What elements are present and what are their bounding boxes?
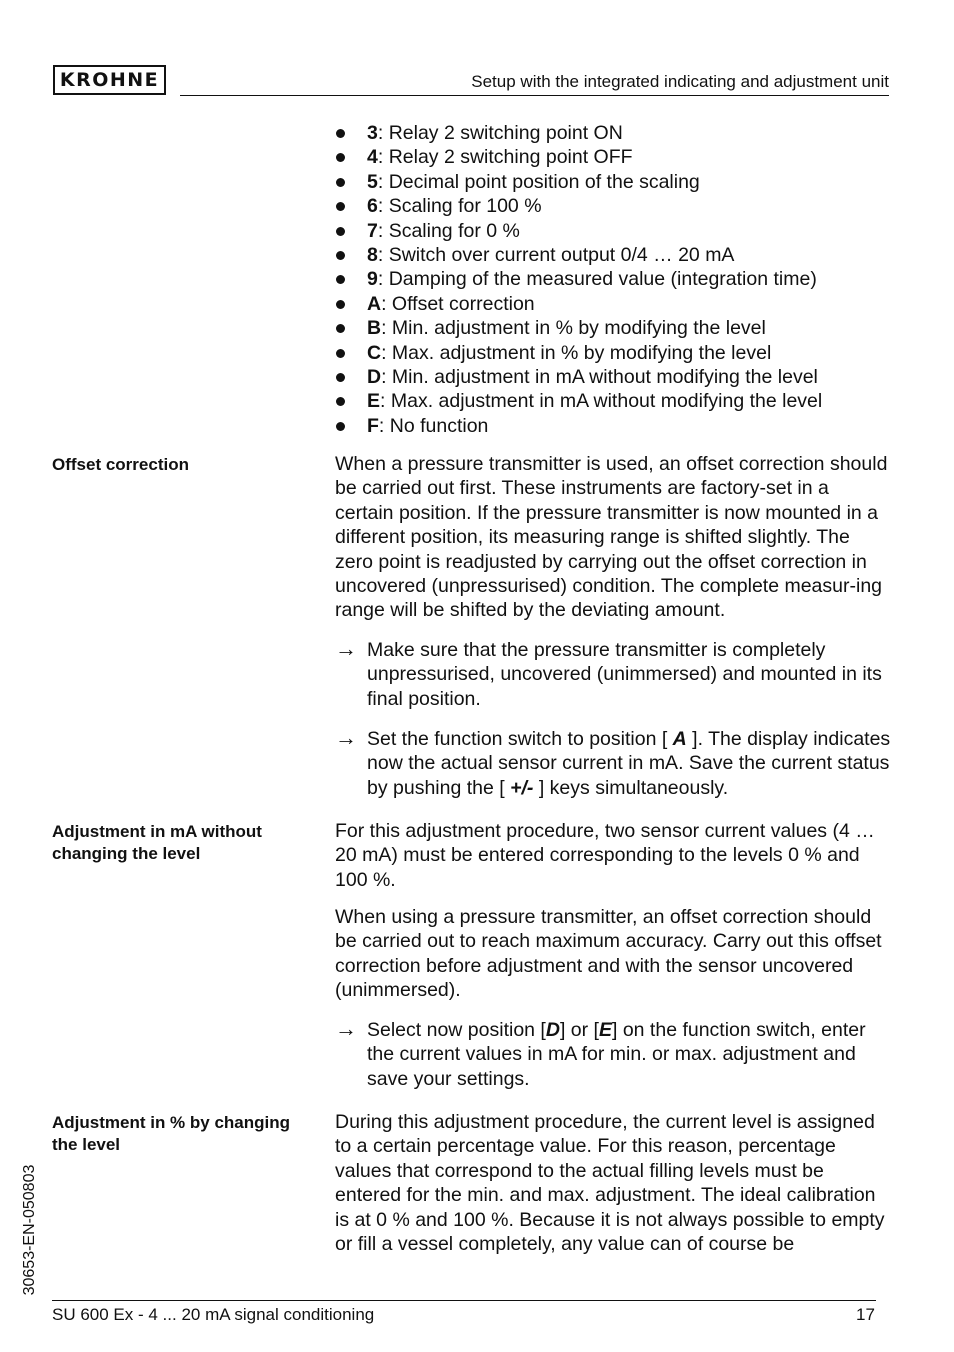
header-rule	[180, 95, 889, 96]
offset-step-2: → Set the function switch to position [ A ]. The display indicates now the actual sensor current in mA. Save the current status by pushing the [ +/- ] keys simultaneously.	[335, 725, 891, 799]
list-item: E: Max. adjustment in mA without modifying the level	[335, 389, 822, 413]
list-item: C: Max. adjustment in % by modifying the level	[335, 341, 822, 365]
list-item: A: Offset correction	[335, 292, 822, 316]
offset-paragraph: When a pressure transmitter is used, an offset correction should be carried out first. These instruments are factory-set in a certain position. If the pressure transmitter is now mounted in a different position, its measuring range is shifted slightly. The zero point is readjusted by carrying out the offset correction in uncovered (unpressurised) condition. The complete measur-ing range will be shifted by the deviating amount.	[335, 453, 888, 622]
list-item: 5: Decimal point position of the scaling	[335, 170, 822, 194]
list-item: 8: Switch over current output 0/4 … 20 mA	[335, 243, 822, 267]
list-item: F: No function	[335, 414, 822, 438]
arrow-icon: →	[335, 636, 357, 661]
list-item: 3: Relay 2 switching point ON	[335, 121, 822, 145]
pct-adjust-heading: Adjustment in % by changing the level	[52, 1113, 291, 1154]
ma-adjust-paragraph-2: When using a pressure transmitter, an offset correction should be carried out to reach maximum accuracy. Carry out this offset correction before adjustment and with the sensor uncovered (unimmersed).	[335, 906, 882, 1002]
list-item: 6: Scaling for 100 %	[335, 194, 822, 218]
offset-heading: Offset correction	[52, 455, 189, 474]
ma-adjust-paragraph-1: For this adjustment procedure, two sensor current values (4 … 20 mA) must be entered corresponding to the levels 0 % and 100 %.	[335, 820, 875, 891]
ma-adjust-heading: Adjustment in mA without changing the level	[52, 822, 262, 863]
list-item: B: Min. adjustment in % by modifying the level	[335, 316, 822, 340]
function-list	[335, 121, 822, 438]
pct-adjust-paragraph: During this adjustment procedure, the current level is assigned to a certain percentage value. For this reason, percentage values that correspond to the actual filling levels must be entered for the min. and max. adjustment. The ideal calibration is at 0 % and 100 %. Because it is not always possible to empty or fill a vessel completely, any value can of course be	[335, 1111, 885, 1256]
list-item: 9: Damping of the measured value (integration time)	[335, 267, 822, 291]
footer-title: SU 600 Ex - 4 ... 20 mA signal conditioning	[52, 1305, 375, 1324]
ma-adjust-step: → Select now position [D] or [E] on the function switch, enter the current values in mA for min. or max. adjustment and save your settings.	[335, 1016, 866, 1090]
arrow-icon: →	[335, 1016, 357, 1041]
document-id: 30653-EN-050803	[21, 1164, 38, 1296]
offset-step-1: → Make sure that the pressure transmitter is completely unpressurised, uncovered (unimmersed) and mounted in its final position.	[335, 636, 882, 710]
page-number: 17	[856, 1305, 875, 1324]
list-item: 7: Scaling for 0 %	[335, 219, 822, 243]
footer-rule	[52, 1300, 876, 1301]
list-item: 4: Relay 2 switching point OFF	[335, 145, 822, 169]
krohne-logo: KROHNE	[53, 65, 166, 95]
arrow-icon: →	[335, 725, 357, 750]
list-item: D: Min. adjustment in mA without modifying the level	[335, 365, 822, 389]
header-title: Setup with the integrated indicating and adjustment unit	[471, 72, 889, 91]
